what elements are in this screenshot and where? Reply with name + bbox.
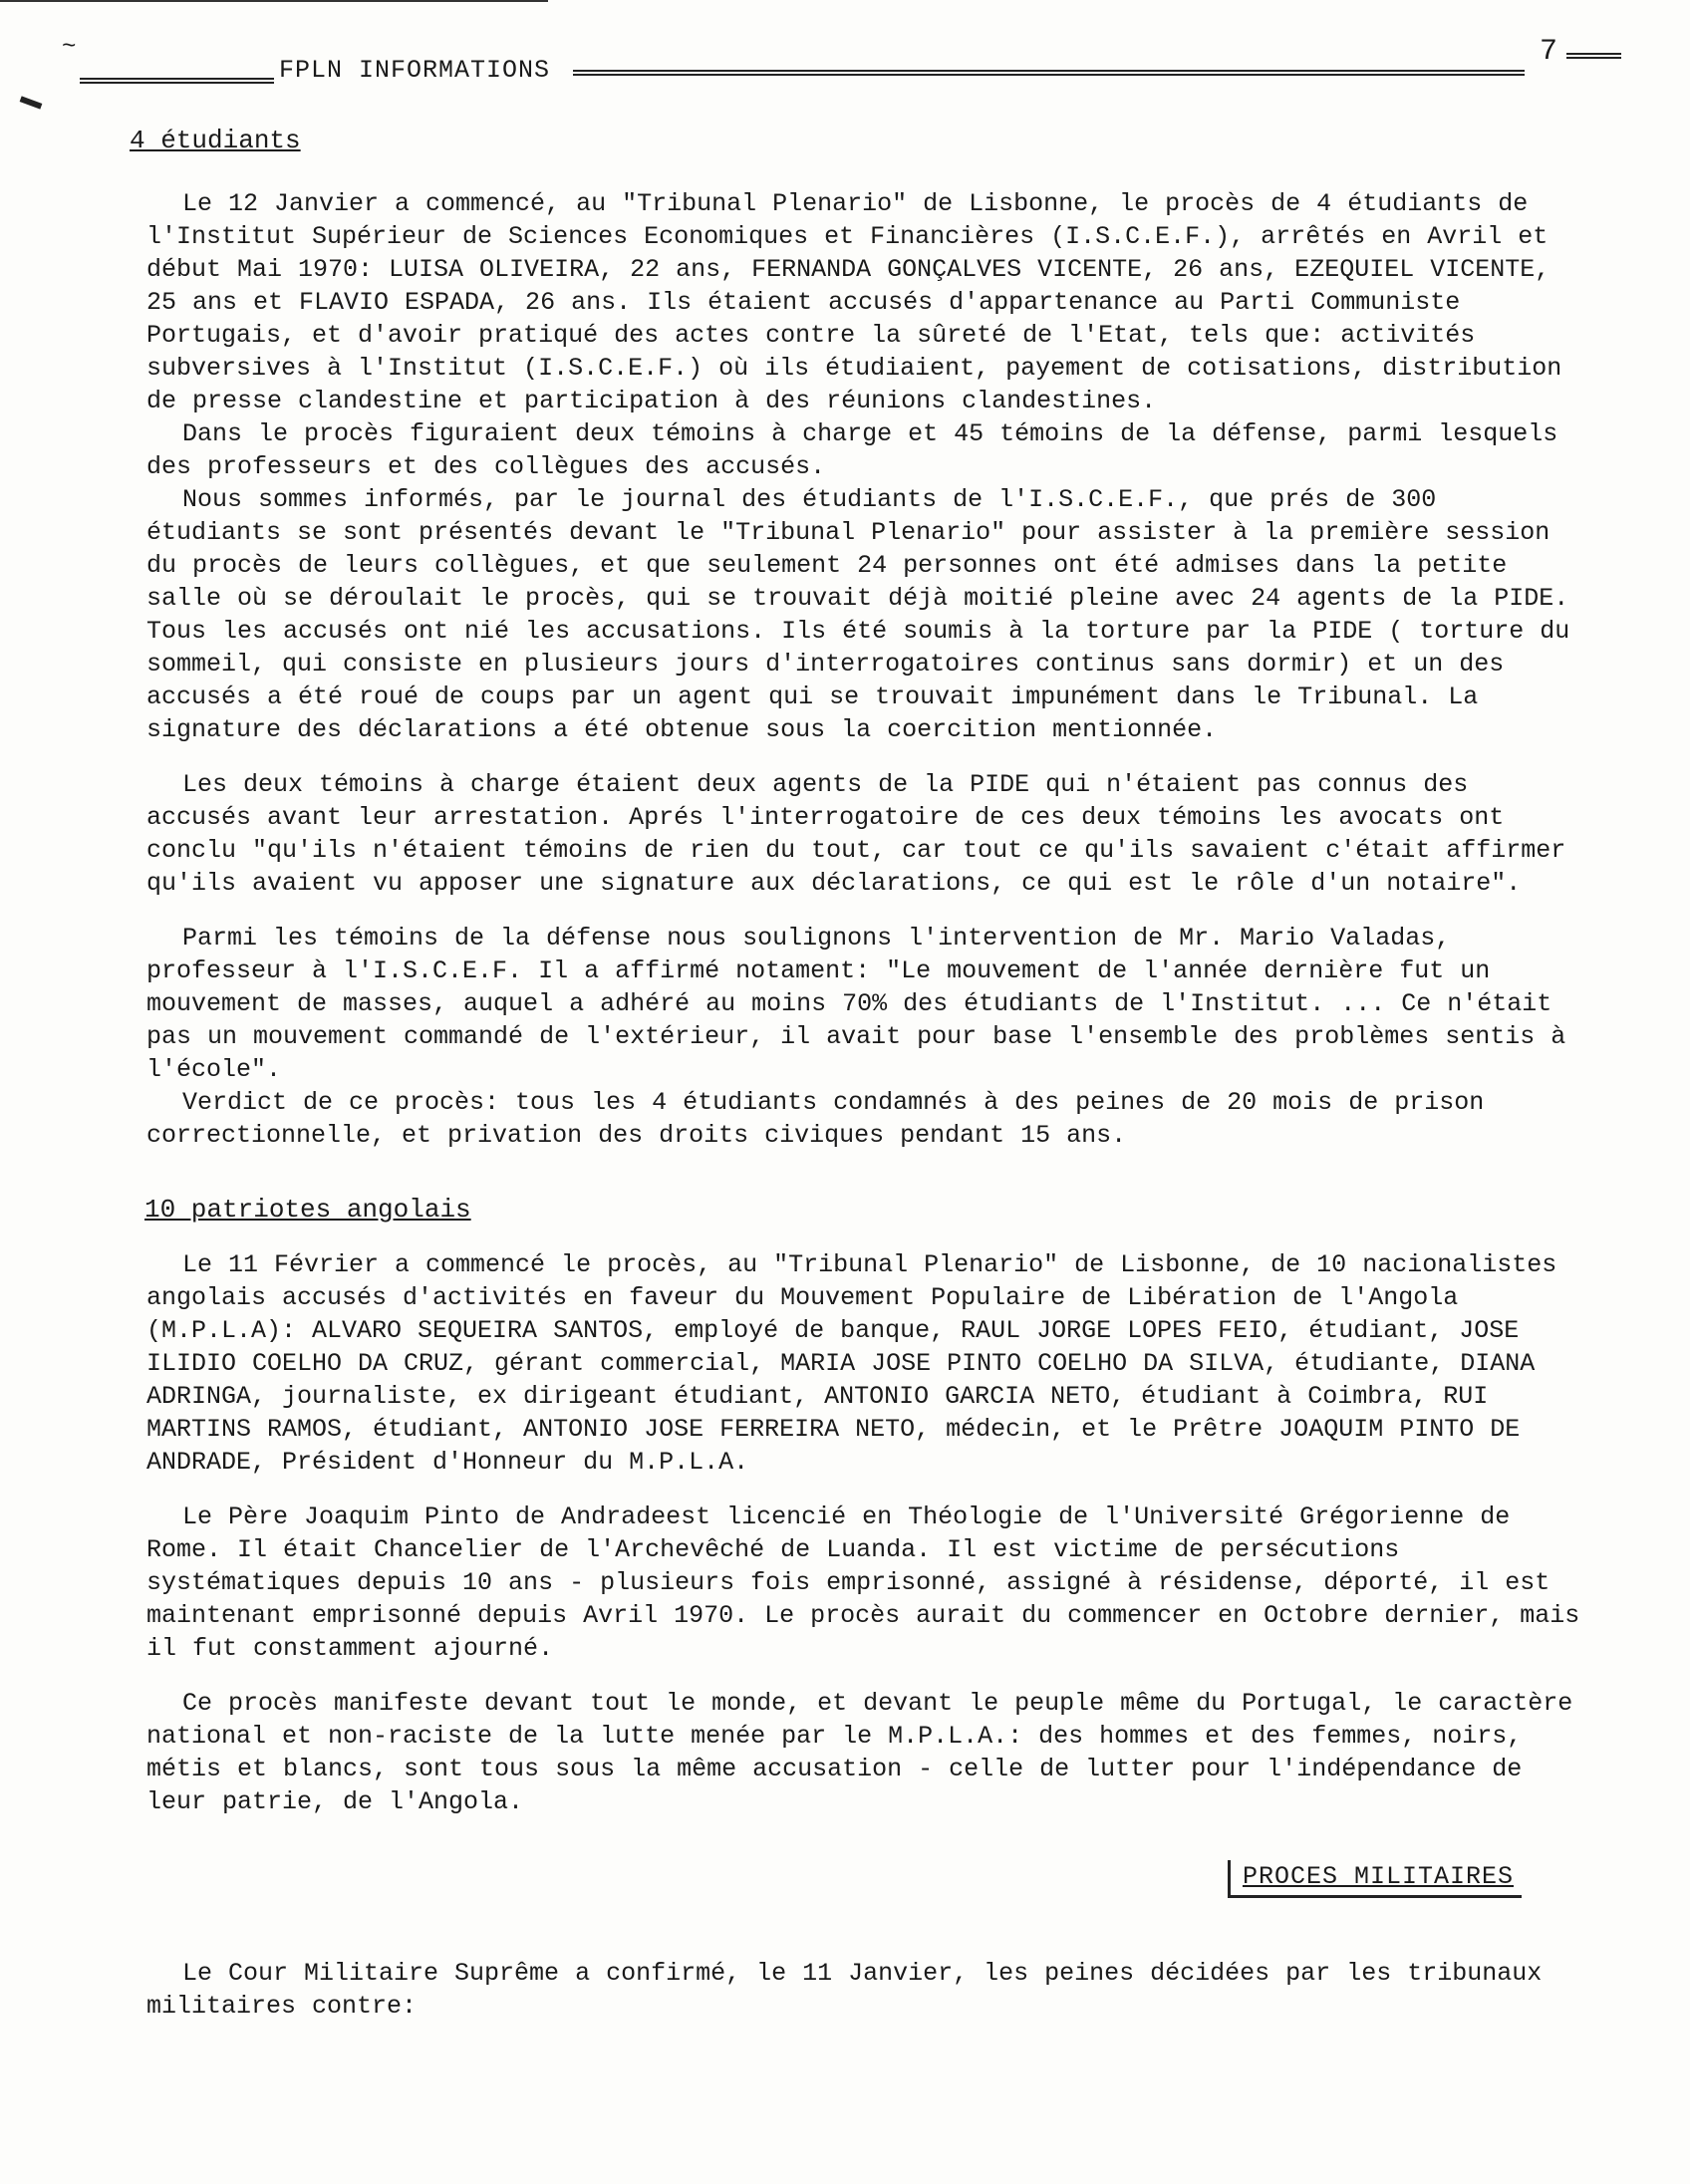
top-scan-line bbox=[0, 0, 548, 2]
corner-mark: ~ bbox=[62, 34, 77, 61]
paragraph-students-4: Les deux témoins à charge étaient deux agents de la PIDE qui n'étaient pas connus des accusés avant leur arrestation. Aprés l'interrogatoire de ces deux témoins les avocats ont conclu "qu'ils n'étaient témoins de rien du tout, car tout ce qu'ils savaient c'était affirmer qu'ils avaient vu apposer une signature aux déclarations, ce qui est le rôle d'un notaire". bbox=[146, 770, 1566, 898]
paragraph-students-1: Le 12 Janvier a commencé, au "Tribunal Plenario" de Lisbonne, le procès de 4 étudiants de l'Institut Supérieur de Sciences Economiques et Financières (I.S.C.E.F.), arrêtés en Avril et début Mai 1970: LUISA OLIVEIRA, 22 ans, FERNANDA GONÇALVES VICENTE, 26 ans, EZEQUIEL VICENTE, 25 ans et FLAVIO ESPADA, 26 ans. Ils étaient accusés d'appartenance au Parti Communiste Portugais, et d'avoir pratiqué des actes contre la sûreté de l'Etat, tels que: activités subversives à l'Institut (I.S.C.E.F.) où ils étudiaient, payement de cotisations, distribution de presse clandestine et participation à des réunions clandestines. bbox=[146, 189, 1562, 415]
paragraph-militaires-1: Le Cour Militaire Suprême a confirmé, le 11 Janvier, les peines décidées par les tribunaux militaires contre: bbox=[146, 1959, 1543, 2021]
header-rule-right bbox=[1566, 53, 1621, 59]
section-badge-proces-militaires: PROCES MILITAIRES bbox=[1228, 1860, 1522, 1898]
badge-row bbox=[146, 1860, 1581, 1915]
paragraph-students-2: Dans le procès figuraient deux témoins à charge et 45 témoins de la défense, parmi lesquels des professeurs et des collègues des accusés. bbox=[146, 419, 1558, 481]
margin-mark bbox=[20, 96, 43, 109]
paragraph-angolais-3: Ce procès manifeste devant tout le monde, et devant le peuple même du Portugal, le caractère national et non-raciste de la lutte menée par le M.P.L.A.: des hommes et des femmes, noirs, métis et blancs, sont tous sous la même accusation - celle de lutter pour l'indépendance de leur patrie, de l'Angola. bbox=[146, 1689, 1573, 1816]
page-number: 7 bbox=[1540, 35, 1558, 69]
section-title-angolais: 10 patriotes angolais bbox=[144, 1195, 471, 1225]
paragraph-angolais-2: Le Père Joaquim Pinto de Andradeest licencié en Théologie de l'Université Grégorienne de Rome. Il était Chancelier de l'Archevêché de Luanda. Il est victime de persécutions systématiques depuis 10 ans - plusieurs fois emprisonné, assigné à résidense, déporté, il est maintenant emprisonné depuis Avril 1970. Le procès aurait du commencer en Octobre dernier, mais il fut constamment ajourné. bbox=[146, 1502, 1580, 1663]
section-title-students: 4 étudiants bbox=[130, 126, 301, 155]
header-rule-left bbox=[80, 78, 274, 84]
page-header bbox=[62, 34, 1574, 110]
paragraph-angolais-1: Le 11 Février a commencé le procès, au "Tribunal Plenario" de Lisbonne, de 10 nacionalistes angolais accusés d'activités en faveur du Mouvement Populaire de Libération de l'Angola (M.P.L.A): ALVARO SEQUEIRA SANTOS, employé de banque, RAUL JORGE LOPES FEIO, étudiant, JOSE ILIDIO COELHO DA CRUZ, gérant commercial, MARIA JOSE PINTO COELHO DA SILVA, étudiante, DIANA ADRINGA, journaliste, ex dirigeant étudiant, ANTONIO GARCIA NETO, étudiant à Coimbra, RUI MARTINS RAMOS, étudiant, ANTONIO JOSE FERREIRA NETO, médecin, et le Prêtre JOAQUIM PINTO DE ANDRADE, Président d'Honneur du M.P.L.A. bbox=[146, 1250, 1557, 1477]
paragraph-students-3: Nous sommes informés, par le journal des étudiants de l'I.S.C.E.F., que prés de 300 étudiants se sont présentés devant le "Tribunal Plenario" pour assister à la première session du procès de leurs collègues, et que seulement 24 personnes ont été admises dans la petite salle où se déroulait le procès, qui se trouvait déjà moitié pleine avec 24 agents de la PIDE. Tous les accusés ont nié les accusations. Ils été soumis à la torture par la PIDE ( torture du sommeil, qui consiste en plusieurs jours d'interrogatoires continus sans dormir) et un des accusés a été roué de coups par un agent qui se trouvait impunément dans le Tribunal. La signature des déclarations a été obtenue sous la coercition mentionnée. bbox=[146, 485, 1570, 744]
page-content bbox=[130, 125, 1581, 2023]
header-title: FPLN INFORMATIONS bbox=[279, 56, 551, 85]
paragraph-students-5: Parmi les témoins de la défense nous soulignons l'intervention de Mr. Mario Valadas, professeur à l'I.S.C.E.F. Il a affirmé notament: "Le mouvement de l'année dernière fut un mouvement de masses, auquel a adhéré au moins 70% des étudiants de l'Institut. ... Ce n'était pas un mouvement commandé de l'extérieur, il avait pour base l'ensemble des problèmes sentis à l'école". bbox=[146, 924, 1566, 1084]
header-rule-middle bbox=[573, 70, 1525, 76]
paragraph-students-6: Verdict de ce procès: tous les 4 étudiants condamnés à des peines de 20 mois de prison correctionnelle, et privation des droits civiques pendant 15 ans. bbox=[146, 1088, 1485, 1150]
